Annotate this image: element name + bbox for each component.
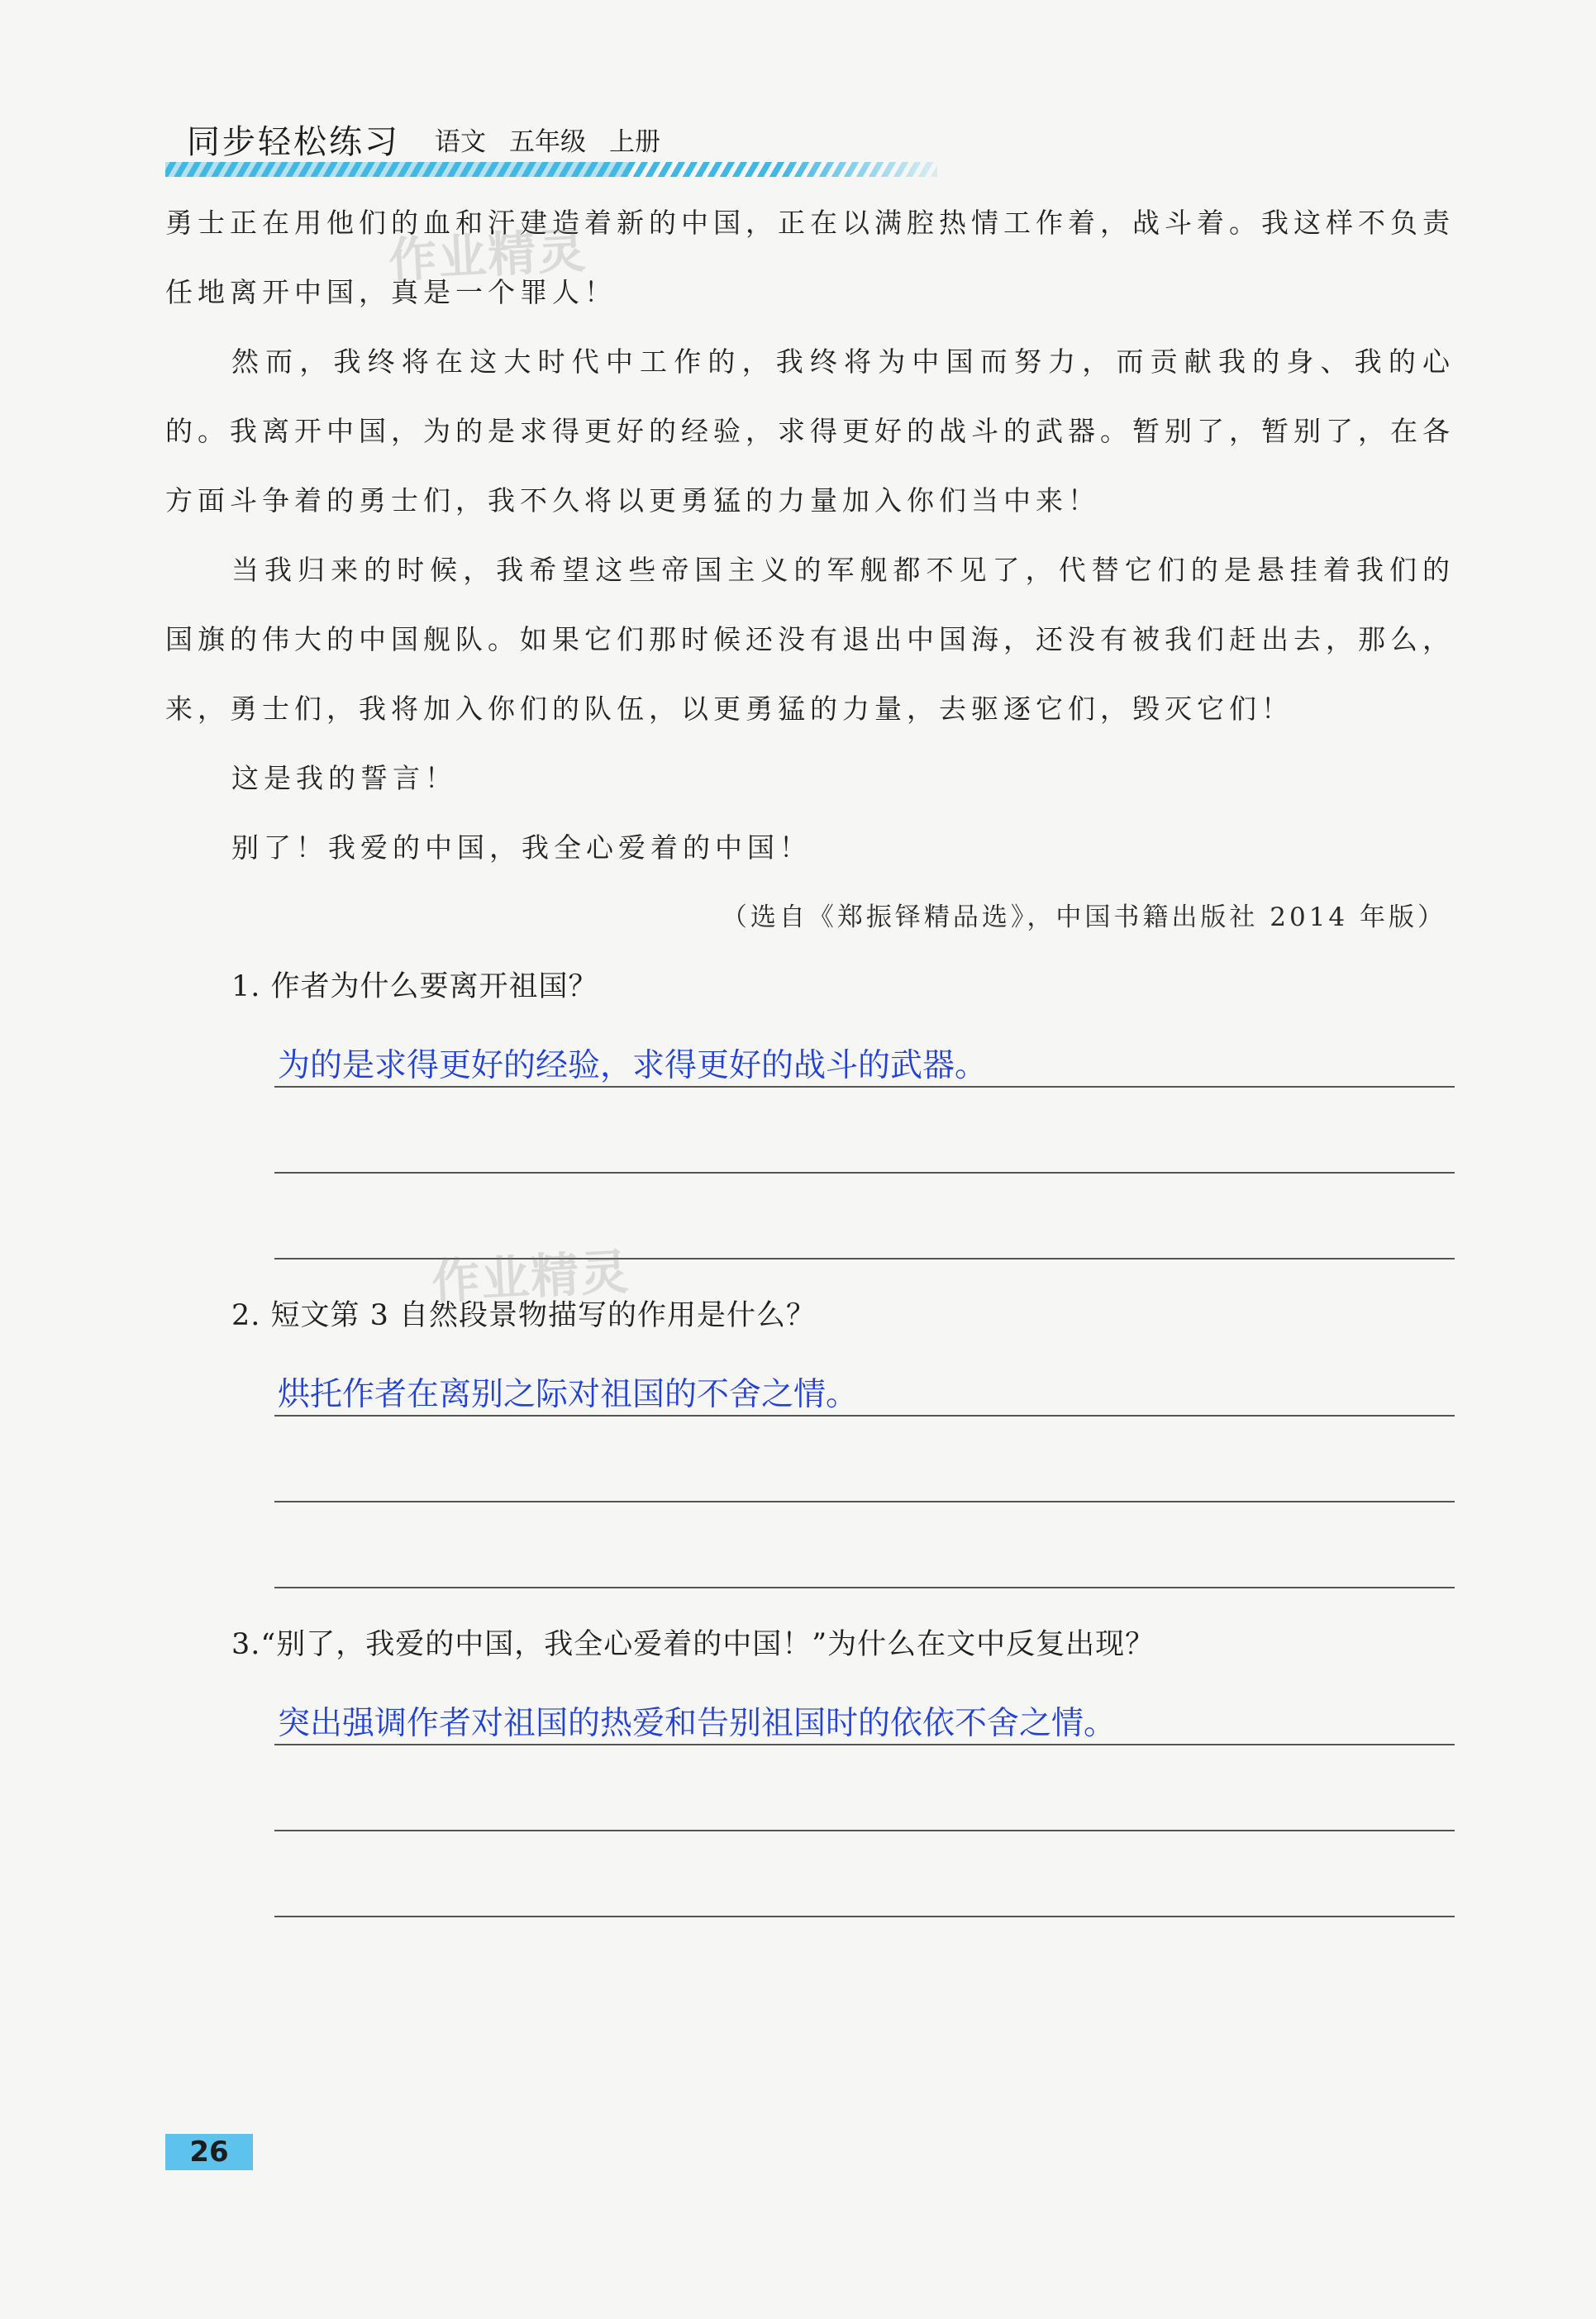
header-stripe-decoration [165, 162, 937, 177]
passage-source: （选自《郑振铎精品选》，中国书籍出版社 2014 年版） [721, 902, 1446, 932]
passage-paragraph: 勇士正在用他们的血和汗建造着新的中国，正在以满腔热情工作着，战斗着。我这样不负责任地离开中国，真是一个罪人！ [165, 207, 1455, 308]
passage-paragraph: 当我归来的时候，我希望这些帝国主义的军舰都不见了，代替它们的是悬挂着我们的国旗的伟大的中国舰队。如果它们那时候还没有退出中国海，还没有被我们赶出去，那么，来，勇士们，我将加入你们的队伍，以更勇猛的力量，去驱逐它们，毁灭它们！ [165, 554, 1455, 725]
answer-line[interactable] [274, 1415, 1455, 1417]
passage-paragraph: 这是我的誓言！ [231, 762, 457, 794]
page-number: 26 [165, 2134, 253, 2170]
passage [165, 188, 1455, 952]
volume-label: 上册 [609, 127, 660, 157]
series-title: 同步轻松练习 [187, 123, 400, 161]
grade-label: 五年级 [509, 127, 586, 157]
answer-line[interactable] [274, 1172, 1455, 1174]
watermark: 作业精灵 [430, 1243, 631, 1311]
question-text: 1. 作者为什么要离开祖国？ [231, 970, 598, 1003]
answer-line[interactable] [274, 1587, 1455, 1588]
question-text: 3.“别了，我爱的中国，我全心爱着的中国！”为什么在文中反复出现？ [231, 1628, 1155, 1661]
answer-text: 烘托作者在离别之际对祖国的不舍之情。 [278, 1376, 859, 1413]
answer-line[interactable] [274, 1744, 1455, 1745]
answer-text: 为的是求得更好的经验，求得更好的战斗的武器。 [278, 1047, 988, 1084]
question-text: 2. 短文第 3 自然段景物描写的作用是什么？ [231, 1299, 817, 1332]
header-meta [435, 121, 660, 158]
subject-label: 语文 [435, 127, 486, 157]
answer-line[interactable] [274, 1501, 1455, 1502]
passage-paragraph: 然而，我终将在这大时代中工作的，我终将为中国而努力，而贡献我的身、我的心的。我离开中国，为的是求得更好的经验，求得更好的战斗的武器。暂别了，暂别了，在各方面斗争着的勇士们，我不久将以更勇猛的力量加入你们当中来！ [165, 345, 1455, 517]
passage-paragraph: 别了！我爱的中国，我全心爱着的中国！ [231, 831, 812, 864]
watermark: 作业精灵 [387, 221, 588, 289]
answer-line[interactable] [274, 1830, 1455, 1831]
answer-line[interactable] [274, 1916, 1455, 1917]
answer-text: 突出强调作者对祖国的热爱和告别祖国时的依依不舍之情。 [278, 1705, 1117, 1742]
answer-line[interactable] [274, 1086, 1455, 1088]
